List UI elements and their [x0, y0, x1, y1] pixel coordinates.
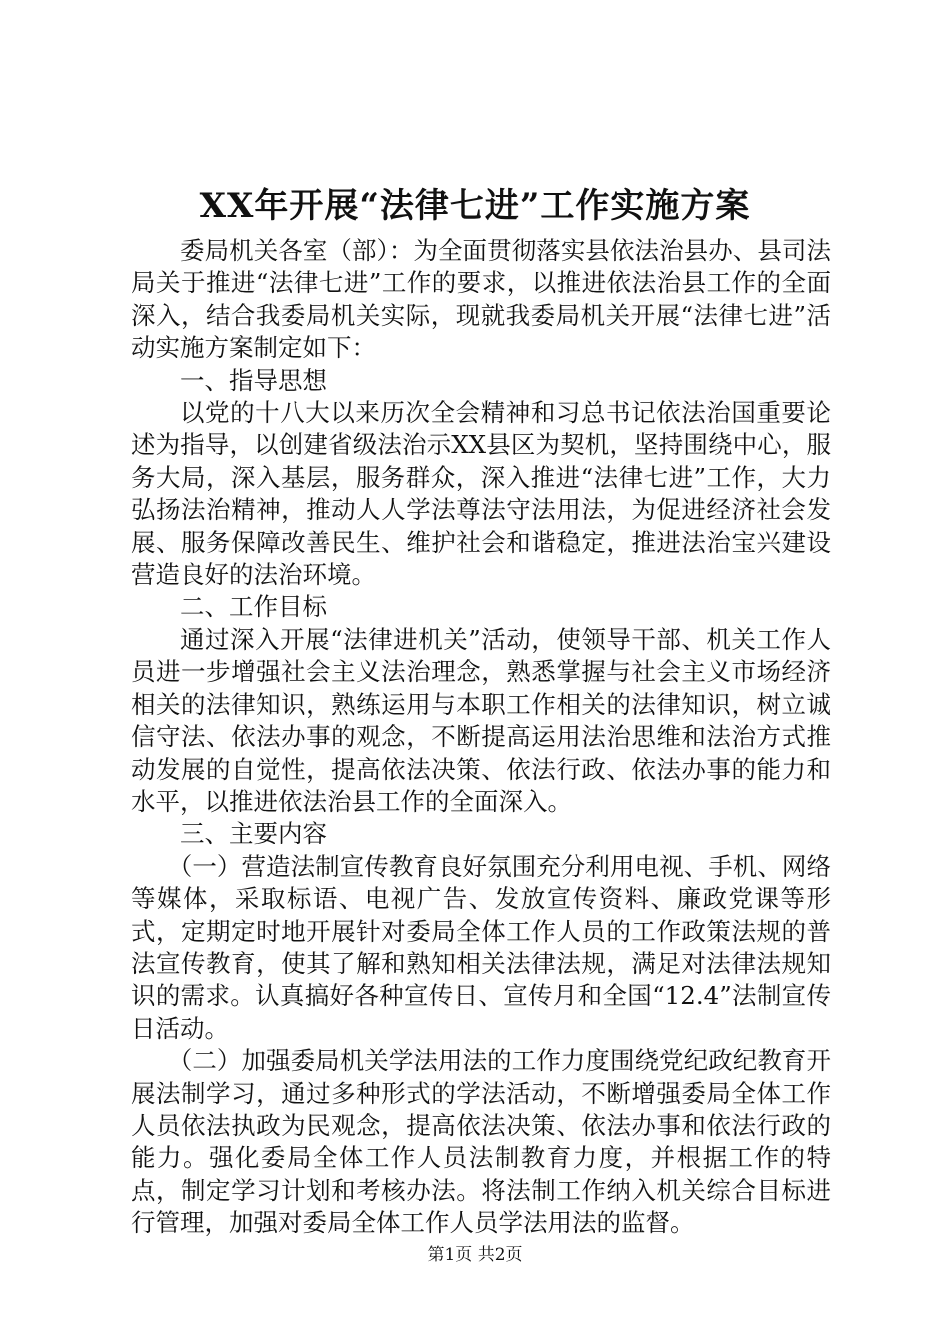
- document-body: [131, 235, 831, 1240]
- intro-paragraph: 委局机关各室（部）：为全面贯彻落实县依法治县办、县司法局关于推进“法律七进”工作的要求，以推进依法治县工作的全面深入，结合我委局机关实际，现就我委局机关开展“法律七进”活动实施方案制定如下：: [131, 236, 831, 363]
- section-paragraph-guiding-thought: 以党的十八大以来历次全会精神和习总书记依法治国重要论述为指导，以创建省级法治示XX县区为契机，坚持围绕中心，服务大局，深入基层，服务群众，深入推进“法律七进”工作，大力弘扬法治精神，推动人人学法尊法守法用法，为促进经济社会发展、服务保障改善民生、维护社会和谐稳定，推进法治宝兴建设营造良好的法治环境。: [131, 398, 831, 590]
- page-number-footer: 第1页 共2页: [427, 1245, 523, 1265]
- item-paragraph-study-law: （二）加强委局机关学法用法的工作力度围绕党纪政纪教育开展法制学习，通过多种形式的学法活动，不断增强委局全体工作人员依法执政为民观念，提高依法决策、依法办事和依法行政的能力。强化委局全体工作人员法制教育力度，并根据工作的特点，制定学习计划和考核办法。将法制工作纳入机关综合目标进行管理，加强对委局全体工作人员学法用法的监督。: [131, 1046, 831, 1238]
- item-paragraph-publicity: （一）营造法制宣传教育良好氛围充分利用电视、手机、网络等媒体，采取标语、电视广告、发放宣传资料、廉政党课等形式，定期定时地开展针对委局全体工作人员的工作政策法规的普法宣传教育，使其了解和熟知相关法律法规，满足对法律法规知识的需求。认真搞好各种宣传日、宣传月和全国“12.4”法制宣传日活动。: [131, 851, 831, 1043]
- section-paragraph-work-goals: 通过深入开展“法律进机关”活动，使领导干部、机关工作人员进一步增强社会主义法治理念，熟悉掌握与社会主义市场经济相关的法律知识，熟练运用与本职工作相关的法律知识，树立诚信守法、依法办事的观念，不断提高运用法治思维和法治方式推动发展的自觉性，提高依法决策、依法行政、依法办事的能力和水平，以推进依法治县工作的全面深入。: [131, 624, 831, 816]
- document-title: XX年开展“法律七进”工作实施方案: [199, 186, 751, 226]
- section-heading-work-goals: 二、工作目标: [180, 592, 327, 622]
- section-heading-guiding-thought: 一、指导思想: [180, 365, 327, 395]
- section-heading-main-content: 三、主要内容: [180, 819, 327, 849]
